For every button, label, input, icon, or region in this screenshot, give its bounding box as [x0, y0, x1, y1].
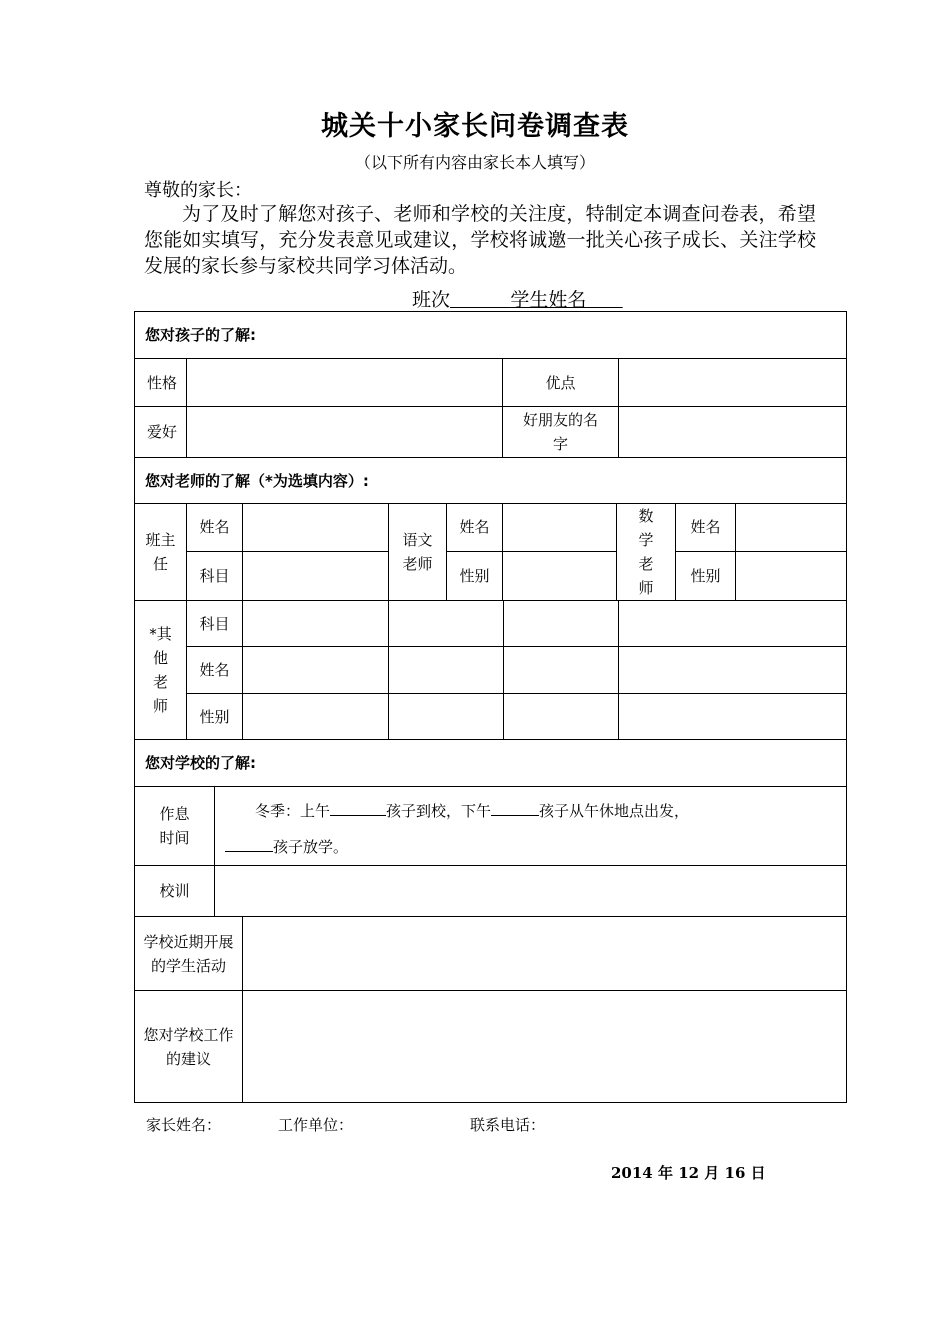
motto-field[interactable]	[215, 866, 847, 917]
dismissal-time-blank[interactable]	[225, 835, 273, 852]
head-teacher-name-field[interactable]	[243, 504, 389, 552]
parent-name-label: 家长姓名：	[146, 1116, 222, 1134]
phone-label: 联系电话：	[470, 1116, 546, 1134]
schedule-leave: 孩子放学。	[273, 838, 349, 856]
head-teacher-label: 班主任	[135, 504, 187, 601]
other-subject-field-2[interactable]	[389, 601, 504, 647]
student-name-label: 学生姓名	[510, 289, 587, 311]
section-school-heading: 您对学校的了解:	[135, 740, 847, 787]
strengths-label: 优点	[503, 359, 619, 407]
section-teacher-heading: 您对老师的了解（*为选填内容）:	[135, 458, 847, 504]
page-subtitle: （以下所有内容由家长本人填写）	[354, 153, 595, 172]
other-gender-label: 性别	[187, 694, 243, 740]
math-teacher-gender-field[interactable]	[736, 551, 847, 600]
class-student-line	[412, 285, 623, 312]
schedule-winter: 冬季：上午	[255, 802, 331, 820]
math-teacher-name-label: 姓名	[676, 504, 736, 552]
afternoon-time-blank[interactable]	[491, 799, 539, 816]
chinese-teacher-name-field[interactable]	[503, 504, 617, 552]
chinese-teacher-name-label: 姓名	[447, 504, 503, 552]
other-subject-label: 科目	[187, 601, 243, 647]
motto-label: 校训	[135, 866, 215, 917]
other-gender-field-1[interactable]	[243, 694, 389, 740]
class-blank[interactable]	[450, 289, 510, 311]
chinese-teacher-gender-field[interactable]	[503, 551, 617, 600]
other-name-field-1[interactable]	[243, 647, 389, 694]
survey-table	[134, 311, 847, 1103]
other-subject-field-1[interactable]	[243, 601, 389, 647]
friends-field[interactable]	[619, 407, 847, 458]
schedule-arrive: 孩子到校，下午	[386, 802, 492, 820]
page-title: 城关十小家长问卷调查表	[321, 111, 629, 142]
student-name-blank[interactable]	[586, 289, 622, 311]
other-gender-field-3[interactable]	[504, 694, 619, 740]
hobbies-field[interactable]	[187, 407, 503, 458]
chinese-teacher-gender-label: 性别	[447, 551, 503, 600]
hobbies-label: 爱好	[135, 407, 187, 458]
personality-label: 性格	[135, 359, 187, 407]
suggestions-label: 您对学校工作的建议	[135, 991, 243, 1103]
other-name-label: 姓名	[187, 647, 243, 694]
head-teacher-subject-field[interactable]	[243, 551, 389, 600]
salutation: 尊敬的家长：	[144, 180, 252, 201]
friends-label: 好朋友的名字	[503, 407, 619, 458]
schedule-depart: 孩子从午休地点出发，	[539, 802, 690, 820]
schedule-content	[215, 787, 847, 866]
head-teacher-name-label: 姓名	[187, 504, 243, 552]
class-label: 班次	[412, 289, 451, 311]
head-teacher-subject-label: 科目	[187, 551, 243, 600]
intro-paragraph: 为了及时了解您对孩子、老师和学校的关注度，特制定本调查问卷表，希望您能如实填写，充分发表意见或建议，学校将诚邀一批关心孩子成长、关注学校发展的家长参与家校共同学习体活动。	[144, 203, 816, 277]
activities-field[interactable]	[243, 917, 847, 991]
personality-field[interactable]	[187, 359, 503, 407]
morning-time-blank[interactable]	[330, 799, 386, 816]
other-gender-field-2[interactable]	[389, 694, 504, 740]
suggestions-field[interactable]	[243, 991, 847, 1103]
other-name-field-4[interactable]	[619, 647, 847, 694]
math-teacher-name-field[interactable]	[736, 504, 847, 552]
workplace-label: 工作单位：	[278, 1116, 354, 1134]
chinese-teacher-label: 语文老师	[389, 504, 447, 601]
math-teacher-label: 数学老师	[617, 504, 676, 601]
strengths-field[interactable]	[619, 359, 847, 407]
other-teachers-label: *其他老师	[135, 601, 187, 740]
survey-date: 2014 年 12 月 16 日	[611, 1164, 766, 1182]
schedule-label: 作息时间	[135, 787, 215, 866]
section-child-heading: 您对孩子的了解:	[135, 312, 847, 359]
other-subject-field-4[interactable]	[619, 601, 847, 647]
activities-label: 学校近期开展的学生活动	[135, 917, 243, 991]
other-gender-field-4[interactable]	[619, 694, 847, 740]
other-name-field-2[interactable]	[389, 647, 504, 694]
math-teacher-gender-label: 性别	[676, 551, 736, 600]
other-subject-field-3[interactable]	[504, 601, 619, 647]
other-name-field-3[interactable]	[504, 647, 619, 694]
